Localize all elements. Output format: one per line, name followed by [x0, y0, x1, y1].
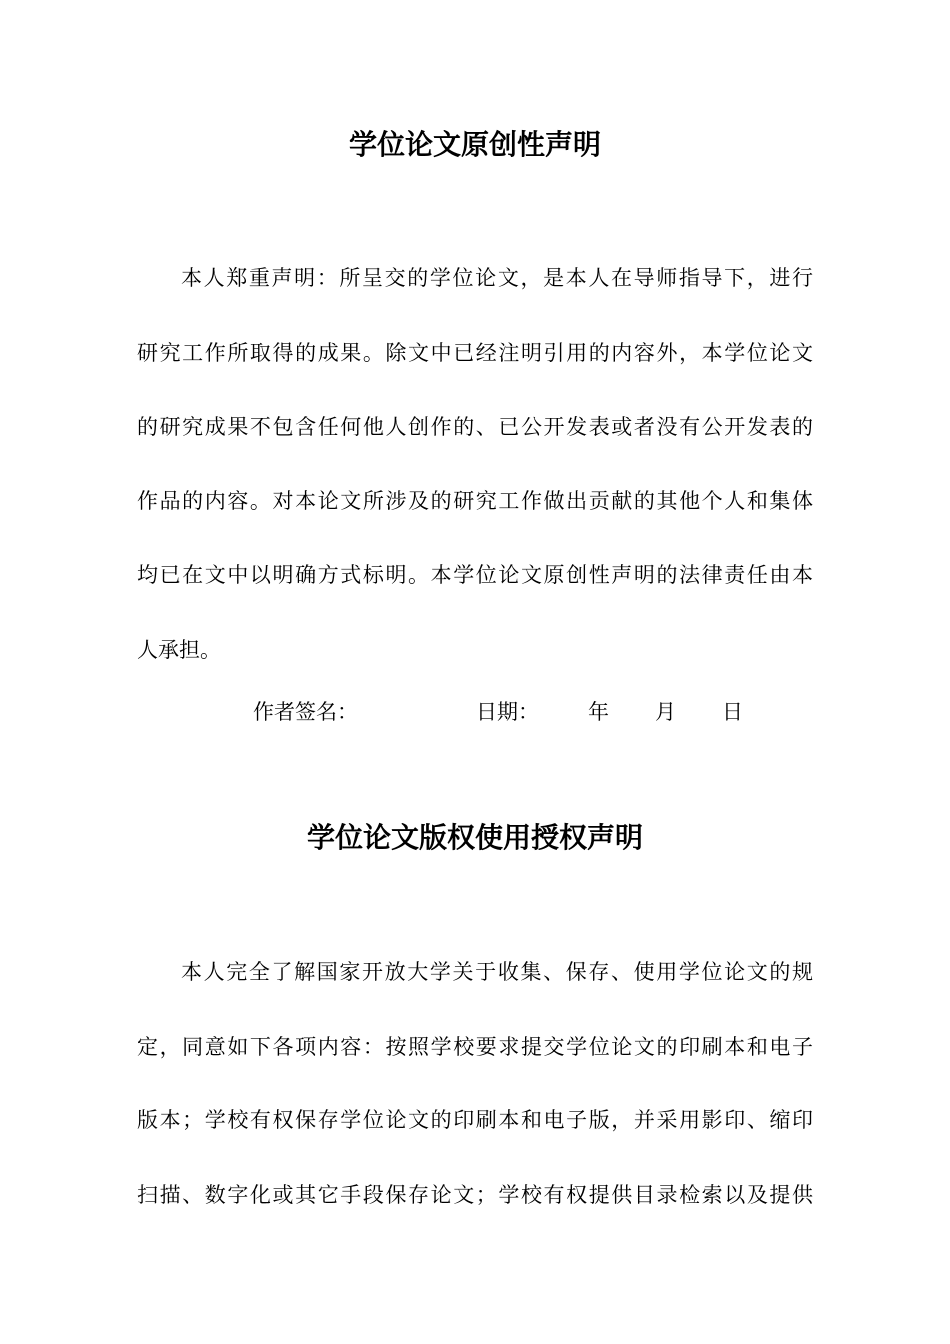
author-signature-label: 作者签名：: [253, 700, 358, 724]
originality-statement-title: 学位论文原创性声明: [348, 128, 601, 161]
originality-paragraph-line: 研究工作所取得的成果。除文中已经注明引用的内容外，本学位论文: [137, 341, 813, 365]
copyright-paragraph-line: 定，同意如下各项内容：按照学校要求提交学位论文的印刷本和电子: [137, 1035, 813, 1059]
copyright-paragraph-line: 扫描、数字化或其它手段保存论文；学校有权提供目录检索以及提供: [137, 1183, 813, 1207]
copyright-authorization-title: 学位论文版权使用授权声明: [306, 821, 643, 854]
date-year-label: 年: [588, 700, 609, 724]
originality-paragraph-line: 作品的内容。对本论文所涉及的研究工作做出贡献的其他个人和集体: [137, 489, 813, 513]
date-day-label: 日: [722, 700, 743, 724]
originality-paragraph-line: 人承担。: [137, 638, 221, 662]
copyright-paragraph-line: 本人完全了解国家开放大学关于收集、保存、使用学位论文的规: [181, 960, 813, 984]
originality-paragraph-line: 的研究成果不包含任何他人创作的、已公开发表或者没有公开发表的: [137, 415, 813, 439]
originality-paragraph-line: 本人郑重声明：所呈交的学位论文，是本人在导师指导下，进行: [181, 266, 813, 290]
date-label: 日期：: [476, 700, 539, 724]
originality-paragraph-line: 均已在文中以明确方式标明。本学位论文原创性声明的法律责任由本: [137, 563, 813, 587]
date-month-label: 月: [655, 700, 676, 724]
copyright-paragraph-line: 版本；学校有权保存学位论文的印刷本和电子版，并采用影印、缩印: [137, 1108, 813, 1132]
